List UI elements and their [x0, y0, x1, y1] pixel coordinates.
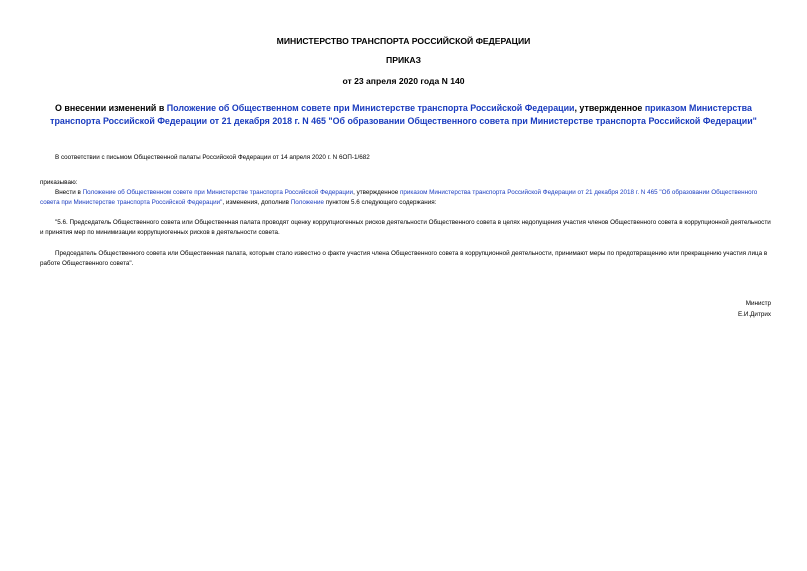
- amend-paragraph: [40, 188, 771, 209]
- new-clause-paragraph-2: Председатель Общественного совета или Общественная палата, которым стало известно о факте участия члена Общественного совета в коррупционной деятельности, принимают меры по предотвращению или прекращению участия лица в работе Общественного совета".: [40, 250, 768, 268]
- signature-position: Министр: [745, 300, 771, 307]
- signature-name: Е.И.Дитрих: [737, 311, 771, 318]
- amend-link-position[interactable]: Положение: [290, 199, 325, 207]
- title-prefix: О внесении изменений в: [55, 103, 167, 113]
- document-type: ПРИКАЗ: [386, 55, 421, 65]
- basis-paragraph: В соответствии с письмом Общественной палаты Российской Федерации от 14 апреля 2020 г. N 6ОП-1/682: [55, 154, 370, 161]
- document-date: от 23 апреля 2020 года N 140: [342, 76, 465, 86]
- amend-middle: , утвержденное: [353, 189, 400, 196]
- orders-paragraph: приказываю:: [40, 179, 78, 186]
- title-middle: , утвержденное: [574, 103, 645, 113]
- title-link-order[interactable]: приказом Министерства транспорта Российской Федерации от 21 декабря 2018 г. N 465 "Об образовании Общественного совета при Министерстве транспорта Российской Федерации": [50, 103, 757, 126]
- document-title: [40, 102, 767, 127]
- amend-link-regulation[interactable]: Положение об Общественном совете при Министерстве транспорта Российской Федерации: [82, 189, 354, 196]
- title-link-regulation[interactable]: Положение об Общественном совете при Министерстве транспорта Российской Федерации: [166, 103, 575, 113]
- amend-prefix: Внести в: [55, 189, 83, 196]
- amend-middle2: , изменения, дополнив: [222, 199, 291, 207]
- ministry-name: МИНИСТЕРСТВО ТРАНСПОРТА РОССИЙСКОЙ ФЕДЕРАЦИИ: [276, 36, 531, 46]
- amend-suffix: пунктом 5.6 следующего содержания:: [324, 199, 437, 207]
- amend-link-order[interactable]: приказом Министерства транспорта Российской Федерации от 21 декабря 2018 г. N 465 "Об образовании Общественного совета при Министерстве транспорта Российской Федерации": [40, 189, 758, 207]
- new-clause-paragraph: "5.6. Председатель Общественного совета или Общественная палата проводят оценку коррупциогенных рисков деятельности Общественного совета в целях недопущения участия членов Общественного совета в коррупционной деятельности и принятия мер по минимизации коррупциогенных рисков в деятельности совета.: [40, 219, 771, 237]
